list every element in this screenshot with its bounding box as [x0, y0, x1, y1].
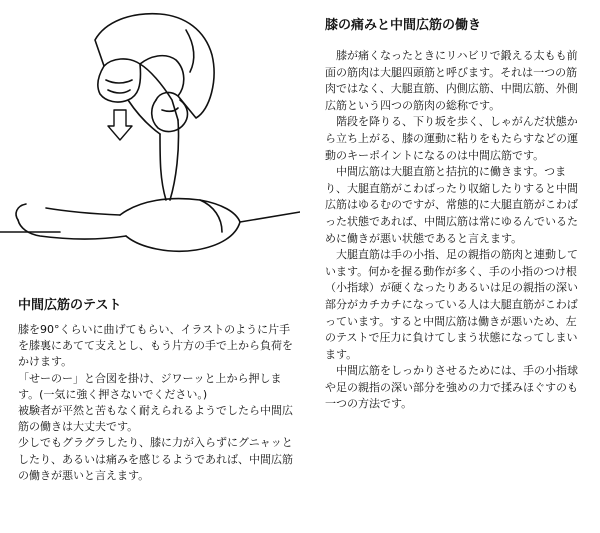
article-paragraph: 中間広筋は大腿直筋と拮抗的に働きます。つまり、大腿直筋がこわばったり収縮したりすると中間広筋はゆるむのですが、常態的に大腿直筋がこわばった状態であれば、中間広筋は常にゆるんでいるために働きが悪い状態であると言えます。 — [325, 165, 578, 245]
knee-test-illustration — [0, 0, 300, 285]
instruction-paragraph: 膝を90°くらいに曲げてもらい、イラストのように片手を膝裏にあてて支えとし、もう片方の手で上から負荷をかけます。 — [18, 323, 293, 369]
subject-floor-leg — [18, 220, 126, 239]
test-instructions — [18, 322, 296, 484]
examiner-hand-under — [152, 100, 188, 131]
article-body — [325, 48, 587, 413]
article-paragraph: 階段を降りる、下り坂を歩く、しゃがんだ状態から立ち上がる、膝の運動に粘りをもたらすなどの運動のキーポイントになるのは中間広筋です。 — [325, 115, 578, 162]
article-title: 膝の痛みと中間広筋の働き — [325, 18, 482, 33]
instruction-paragraph: 被験者が平然と苦もなく耐えられるようでしたら中間広筋の働きは大丈夫です。 — [18, 404, 293, 434]
test-title: 中間広筋のテスト — [18, 298, 122, 313]
down-arrow-icon — [108, 110, 132, 140]
article-paragraph: 中間広筋をしっかりさせるためには、手の小指球や足の親指の深い部分を強めの力で揉みほぐすのも一つの方法です。 — [325, 364, 578, 411]
instruction-paragraph: 「せーのー」と合図を掛け、ジワーッと上から押します。(一気に強く押さないでください。) — [18, 371, 282, 401]
article-paragraph: 膝が痛くなったときにリハビリで鍛える太もも前面の筋肉は大腿四頭筋と呼びます。それは一つの筋肉ではなく、大腿直筋、内側広筋、中間広筋、外側広筋という四つの筋肉の総称です。 — [325, 49, 578, 112]
instruction-paragraph: 少しでもグラグラしたり、膝に力が入らずにグニャッとしたり、あるいは痛みを感じるようであれば、中間広筋の働きが悪いと言えます。 — [18, 436, 293, 482]
article-paragraph: 大腿直筋は手の小指、足の親指の筋肉と連動しています。何かを握る動作が多く、手の小指のつけ根（小指球）が硬くなったりあるいは足の親指の深い部分がカチカチになっている人は大腿直筋がこわばっています。すると中間広筋は働きが悪いため、左のテストで圧力に負けてしまう状態になってしまいます。 — [325, 248, 578, 361]
